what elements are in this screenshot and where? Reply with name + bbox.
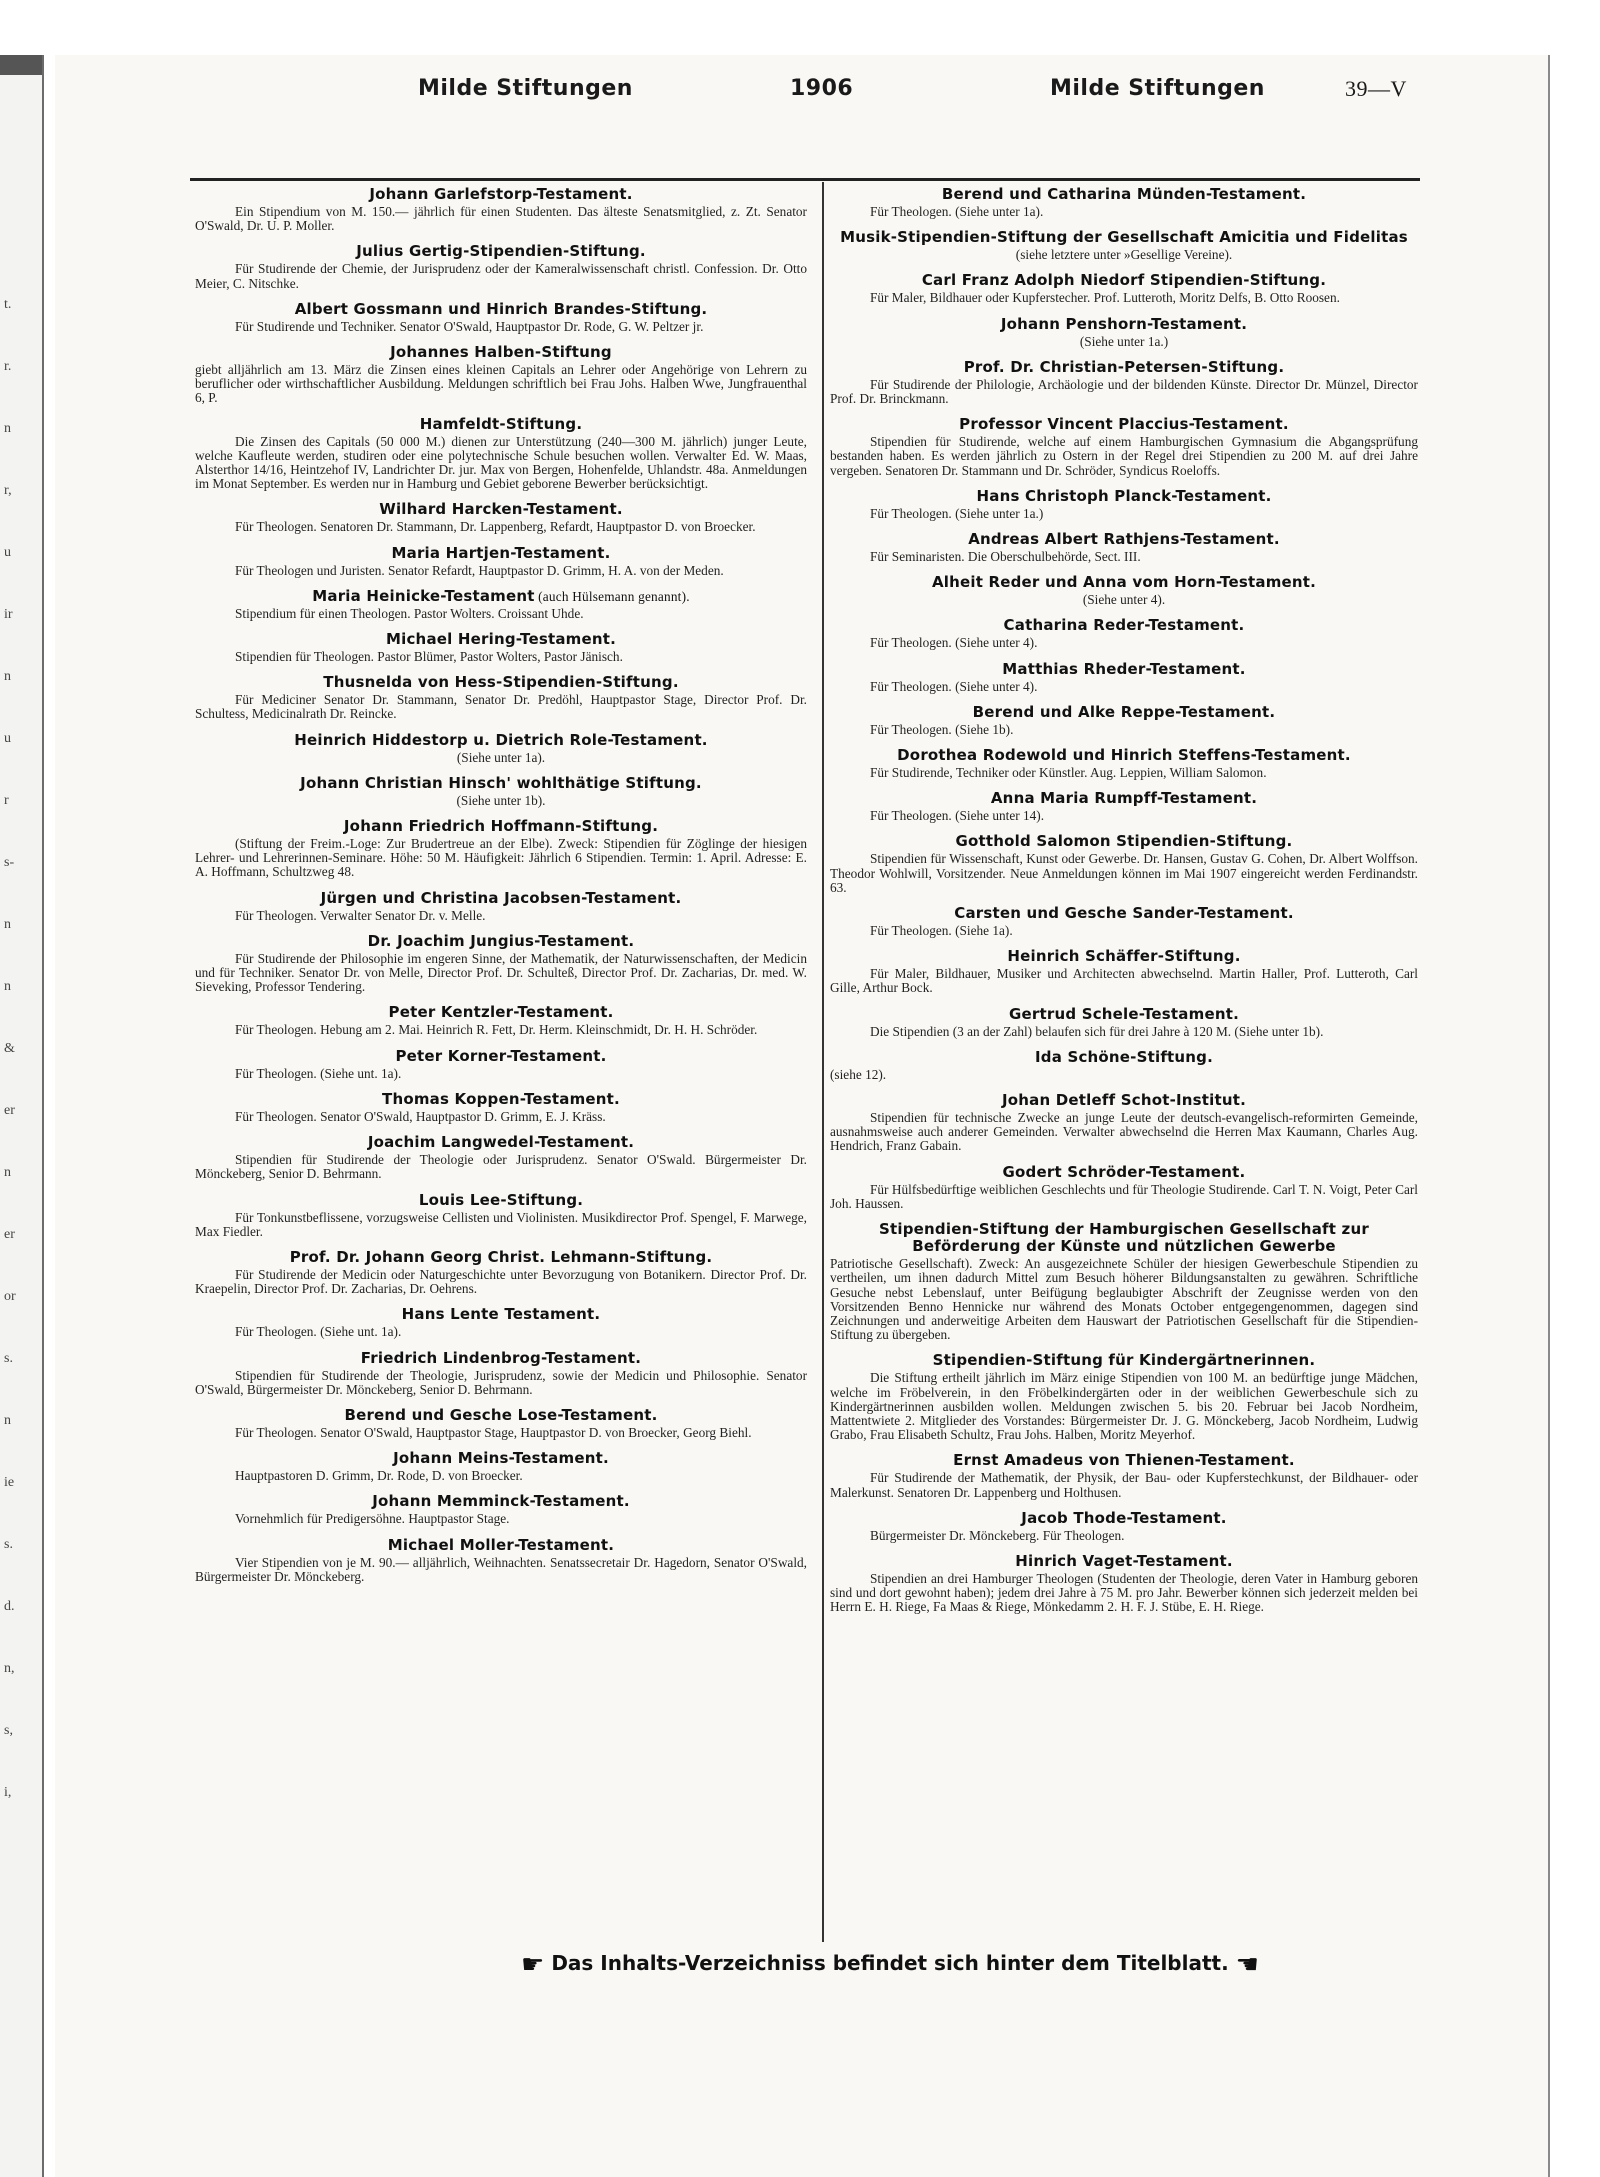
entry-title-text: Ida Schöne-Stiftung. <box>1034 1047 1214 1066</box>
entry-title-text: Maria Heinicke-Testament <box>312 586 535 605</box>
entry-text: Stipendien für Studirende der Theologie oder Jurisprudenz. Senator O'Swald. Bürgermeister Dr. Mönckeberg, Senior D. Behrmann. <box>195 1152 807 1182</box>
entry-title-text: Heinrich Schäffer-Stiftung. <box>1007 947 1241 966</box>
entry-title-text: Stipendien-Stiftung für Kindergärtnerinnen. <box>932 1351 1316 1370</box>
entry-title-suffix: (auch Hülsemann genannt). <box>534 588 690 604</box>
entry-title-text: Maria Hartjen-Testament. <box>391 543 611 562</box>
entry-title <box>830 186 1418 203</box>
scan-left-border <box>0 55 44 2177</box>
entry-title-text: Heinrich Hiddestorp u. Dietrich Role-Testament. <box>294 730 708 749</box>
foundation-entry <box>830 1049 1418 1082</box>
foundation-entry <box>830 747 1418 780</box>
foundation-entry <box>830 617 1418 650</box>
entry-text: Für Theologen. (Siehe unt. 1a). <box>235 1324 402 1340</box>
entry-title <box>830 833 1418 850</box>
entry-text: (Siehe unter 1a.) <box>1079 333 1169 349</box>
neighbor-fragment: u <box>4 731 11 746</box>
entry-title <box>195 588 807 605</box>
entry-title <box>830 1221 1418 1255</box>
foundation-entry <box>830 531 1418 564</box>
foundation-entry <box>830 1092 1418 1154</box>
entry-text: Stipendien an drei Hamburger Theologen (Studenten der Theologie, deren Vater in Hamburg geboren sind und dort gewohnt haben); jedem drei Jahre à 75 M. pro Jahr. Bewerber können sich jederzeit melden bei Herrn E. H. Riege, Fa Maas & Riege, Mönkedamm 2. H. F. J. Stübe, E. H. Riege. <box>830 1570 1418 1615</box>
pointing-hand-left-icon: ☚ <box>1235 1950 1259 1980</box>
foundation-entry <box>830 272 1418 305</box>
entry-title <box>195 1048 807 1065</box>
entry-text: Für Maler, Bildhauer oder Kupferstecher. Prof. Lutteroth, Moritz Delfs, B. Otto Roosen. <box>870 290 1340 306</box>
entry-title <box>195 1450 807 1467</box>
entry-title <box>830 948 1418 965</box>
foundation-entry <box>195 1537 807 1584</box>
entry-title <box>830 488 1418 505</box>
entry-text: Für Theologen. (Siehe unter 4). <box>870 678 1038 694</box>
foundation-entry <box>830 948 1418 995</box>
entry-title <box>195 933 807 950</box>
header-right-title: Milde Stiftungen <box>1050 76 1265 101</box>
entry-title-text: Thomas Koppen-Testament. <box>382 1089 620 1108</box>
neighbor-fragment: er <box>4 1103 15 1118</box>
entry-text: Bürgermeister Dr. Mönckeberg. Für Theologen. <box>870 1527 1125 1543</box>
entry-title-text: Wilhard Harcken-Testament. <box>379 500 623 519</box>
neighbor-fragment: n <box>4 979 11 994</box>
entry-title-text: Joachim Langwedel-Testament. <box>367 1133 635 1152</box>
foundation-entry <box>830 229 1418 262</box>
entry-text: giebt alljährlich am 13. März die Zinsen eines kleinen Capitals an Lehrer oder Angehörige von Lehrern zu beruflicher oder wirthschaftlicher Ausbildung. Meldungen schriftlich bei Frau Johs. Halben Wwe, Jungfrauenthal 6, P. <box>195 362 807 406</box>
entry-title-text: Dr. Joachim Jungius-Testament. <box>367 931 635 950</box>
entry-title-text: Peter Kentzler-Testament. <box>388 1003 614 1022</box>
foundation-entry <box>195 674 807 721</box>
entry-text: Für Studirende der Chemie, der Jurisprudenz oder der Kameralwissenschaft christl. Confession. Dr. Otto Meier, C. Nitschke. <box>195 261 807 291</box>
entry-title <box>830 229 1418 246</box>
entry-text: Vornehmlich für Predigersöhne. Hauptpastor Stage. <box>235 1511 510 1527</box>
entry-title <box>195 732 807 749</box>
entry-title <box>830 1006 1418 1023</box>
neighbor-fragment: t. <box>4 297 12 312</box>
foundation-entry <box>195 1249 807 1296</box>
foundation-entry <box>830 1510 1418 1543</box>
foundation-entry <box>195 1350 807 1397</box>
entry-title-text: Michael Hering-Testament. <box>386 630 616 649</box>
neighbor-fragment: n, <box>4 1661 15 1676</box>
entry-title <box>195 1306 807 1323</box>
entry-title-text: Hinrich Vaget-Testament. <box>1015 1551 1233 1570</box>
entry-title <box>195 501 807 518</box>
entry-title-text: Johann Memminck-Testament. <box>372 1492 630 1511</box>
neighbor-fragment: s. <box>4 1351 13 1366</box>
entry-title-text: Johannes Halben-Stiftung <box>390 343 612 362</box>
left-column <box>195 186 807 1594</box>
footer-note <box>440 1950 1340 1980</box>
entry-title-text: Thusnelda von Hess-Stipendien-Stiftung. <box>323 673 679 692</box>
entry-title-text: Johann Meins-Testament. <box>393 1449 609 1468</box>
entry-title-text: Hamfeldt-Stiftung. <box>419 414 583 433</box>
foundation-entry <box>195 732 807 765</box>
entry-title <box>195 1407 807 1424</box>
foundation-entry <box>195 501 807 534</box>
entry-text: (Stiftung der Freim.-Loge: Zur Brudertreue an der Elbe). Zweck: Stipendien für Zöglinge der hiesigen Lehrer- und Lehrerinnen-Seminare. Höhe: 50 M. Häufigkeit: Jährlich 6 Stipendien. Termin: 1. April. Adresse: E. A. Hoffmann, Schultzweg 48. <box>195 836 807 880</box>
neighbor-fragment: r, <box>4 483 12 498</box>
entry-text: Für Studirende und Techniker. Senator O'Swald, Hauptpastor Dr. Rode, G. W. Peltzer jr. <box>235 318 704 334</box>
foundation-entry <box>830 1221 1418 1342</box>
entry-text: Ein Stipendium von M. 150.— jährlich für einen Studenten. Das älteste Senatsmitglied, z. Zt. Senator O'Swald, Dr. U. P. Moller. <box>195 204 807 234</box>
foundation-entry <box>830 833 1418 895</box>
entry-title-text: Johann Penshorn-Testament. <box>1000 314 1248 333</box>
entry-title-text: Carl Franz Adolph Niedorf Stipendien-Stiftung. <box>921 271 1327 290</box>
foundation-entry <box>195 631 807 664</box>
foundation-entry <box>830 661 1418 694</box>
entry-title <box>830 661 1418 678</box>
entry-text: Hauptpastoren D. Grimm, Dr. Rode, D. von Broecker. <box>235 1468 523 1484</box>
neighbor-fragment: r. <box>4 359 12 374</box>
entry-text: Für Theologen. (Siehe 1b). <box>870 721 1014 737</box>
entry-title <box>830 359 1418 376</box>
neighbor-fragment: n <box>4 421 11 436</box>
foundation-entry <box>195 933 807 995</box>
entry-title <box>830 1352 1418 1369</box>
entry-title-text: Berend und Catharina Münden-Testament. <box>941 185 1307 203</box>
foundation-entry <box>195 416 807 492</box>
page-number: 39—V <box>1345 76 1407 101</box>
entry-title <box>195 1493 807 1510</box>
foundation-entry <box>830 704 1418 737</box>
entry-title-text: Godert Schröder-Testament. <box>1002 1162 1246 1181</box>
foundation-entry <box>830 1553 1418 1615</box>
foundation-entry <box>195 1091 807 1124</box>
foundation-entry <box>195 344 807 406</box>
neighbor-fragment: i, <box>4 1785 12 1800</box>
entry-title-text: Alheit Reder und Anna vom Horn-Testament. <box>931 573 1317 592</box>
entry-title <box>830 1164 1418 1181</box>
entry-text: Die Stiftung ertheilt jährlich im März einige Stipendien von 100 M. an bedürftige junge Mädchen, welche im Fröbelverein, in den Fröbelkindergärten oder in der weiblichen Gewerbeschule sich zu Kindergärtnerinnen ausbilden wollen. Meldungen zwischen 5. bis 20. Februar bei Jacob Nordheim, Mattentwiete 2. Mitglieder des Vorstandes: Bürgermeister Dr. J. G. Mönckeberg, Jacob Nordheim, Ludwig Grabo, Frau Elisabeth Schultz, Frau Johs. Halben, Moritz Meyerhof. <box>830 1370 1418 1443</box>
entry-text: Für Mediciner Senator Dr. Stammann, Senator Dr. Predöhl, Hauptpastor Stage, Director Prof. Dr. Schultess, Medicinalrath Dr. Reincke. <box>195 692 807 722</box>
neighbor-fragment: ie <box>4 1475 15 1490</box>
entry-title-text: Johann Garlefstorp-Testament. <box>369 185 633 203</box>
entry-text: Für Seminaristen. Die Oberschulbehörde, Sect. III. <box>870 549 1141 565</box>
foundation-entry <box>195 1048 807 1081</box>
foundation-entry <box>195 301 807 334</box>
entry-title <box>195 1350 807 1367</box>
entry-title <box>195 416 807 433</box>
entry-text: Stipendien für Theologen. Pastor Blümer, Pastor Wolters, Pastor Jänisch. <box>235 649 623 665</box>
entry-title <box>195 631 807 648</box>
entry-text: Für Studirende der Mathematik, der Physik, der Bau- oder Kupferstechkunst, der Bildhauer- oder Malerkunst. Senatoren Dr. Lappenberg und Holthusen. <box>830 1470 1418 1500</box>
entry-text: Für Studirende der Philologie, Archäologie und der bildenden Künste. Director Dr. Münzel, Director Prof. Dr. Brinckmann. <box>830 376 1418 407</box>
foundation-entry <box>830 1164 1418 1211</box>
entry-text: Für Theologen. Senator O'Swald, Hauptpastor Stage, Hauptpastor D. von Broecker, Georg Biehl. <box>235 1424 752 1440</box>
entry-title-text: Julius Gertig-Stipendien-Stiftung. <box>356 242 646 261</box>
entry-title-text: Michael Moller-Testament. <box>387 1535 615 1554</box>
entry-text: (Siehe unter 1a). <box>456 749 546 765</box>
entry-text: Für Theologen. Verwalter Senator Dr. v. Melle. <box>235 907 486 923</box>
entry-title <box>195 243 807 260</box>
entry-title-text: Gertrud Schele-Testament. <box>1009 1004 1239 1023</box>
foundation-entry <box>830 186 1418 219</box>
entry-title <box>830 1092 1418 1109</box>
entry-title <box>195 1537 807 1554</box>
entry-title <box>195 674 807 691</box>
entry-title <box>195 344 807 361</box>
neighbor-fragment: r <box>4 793 9 808</box>
foundation-entry <box>195 1407 807 1440</box>
entry-title <box>195 890 807 907</box>
entry-title <box>830 1553 1418 1570</box>
entry-title <box>195 1192 807 1209</box>
foundation-entry <box>830 316 1418 349</box>
entry-title <box>195 545 807 562</box>
foundation-entry <box>195 818 807 880</box>
entry-text: Die Zinsen des Capitals (50 000 M.) dienen zur Unterstützung (240—300 M. jährlich) junger Leute, welche Kaufleute werden, studiren oder eine polytechnische Schule besuchen wollen. Verwalter Ed. W. Maas, Alsterthor 14/16, Heintzehof IV, Landrichter Dr. jur. Max von Bergen, Hohenfelde, Uhlandstr. 48a. Anmeldungen im Monat September. Es werden nur in Hamburg und Gebiet geborene Bewerber berücksichtigt. <box>195 433 807 492</box>
entry-title-text: Anna Maria Rumpff-Testament. <box>990 789 1258 808</box>
entry-title <box>830 790 1418 807</box>
entry-title-text: Prof. Dr. Christian-Petersen-Stiftung. <box>963 357 1285 376</box>
foundation-entry <box>195 1493 807 1526</box>
entry-title <box>830 1049 1418 1066</box>
entry-title <box>195 1004 807 1021</box>
scan-right-border <box>1548 55 1600 2177</box>
entry-title <box>195 775 807 792</box>
header-year: 1906 <box>790 76 854 101</box>
entry-text: Vier Stipendien von je M. 90.— alljährlich, Weihnachten. Senatssecretair Dr. Hagedorn, Senator O'Swald, Bürgermeister Dr. Mönckeberg. <box>195 1554 807 1584</box>
foundation-entry <box>195 1134 807 1181</box>
entry-text: Stipendien für Wissenschaft, Kunst oder Gewerbe. Dr. Hansen, Gustav G. Cohen, Dr. Albert Wolffson. Theodor Wohlwill, Vorsitzender. Neue Anmeldungen können im Mai 1907 eingereicht werden Ferdinandstr. 63. <box>830 851 1418 895</box>
entry-text: Für Theologen. Senator O'Swald, Hauptpastor D. Grimm, E. J. Kräss. <box>235 1108 606 1124</box>
right-column <box>830 186 1418 1625</box>
neighbor-fragment: u <box>4 545 11 560</box>
entry-title-text: Friedrich Lindenbrog-Testament. <box>360 1348 642 1367</box>
entry-text: (siehe letztere unter »Gesellige Vereine). <box>1015 247 1233 263</box>
entry-title <box>195 301 807 318</box>
foundation-entry <box>830 488 1418 521</box>
entry-text: (Siehe unter 1b). <box>456 792 546 808</box>
entry-title-text: Johann Christian Hinsch' wohlthätige Stiftung. <box>300 773 702 792</box>
foundation-entry <box>830 574 1418 607</box>
foundation-entry <box>195 1306 807 1339</box>
entry-text: Für Maler, Bildhauer, Musiker und Architecten abwechselnd. Martin Haller, Prof. Lutteroth, Carl Gille, Arthur Bock. <box>830 966 1418 996</box>
header-left-title: Milde Stiftungen <box>418 76 633 101</box>
entry-title-text: Musik-Stipendien-Stiftung der Gesellschaft Amicitia und Fidelitas <box>840 228 1408 247</box>
entry-title-text: Johann Friedrich Hoffmann-Stiftung. <box>343 817 659 836</box>
entry-text: Für Theologen und Juristen. Senator Refardt, Hauptpastor D. Grimm, H. A. von der Meden. <box>235 562 724 578</box>
entry-title-text: Berend und Gesche Lose-Testament. <box>344 1405 658 1424</box>
neighbor-fragment: ir <box>4 607 13 622</box>
entry-text: Für Tonkunstbeflissene, vorzugsweise Cellisten und Violinisten. Musikdirector Prof. Spengel, F. Marwege, Max Fiedler. <box>195 1209 807 1239</box>
entry-text: Für Theologen. (Siehe unt. 1a). <box>235 1065 402 1081</box>
neighbor-fragment: d. <box>4 1599 15 1614</box>
entry-title <box>195 1249 807 1266</box>
entry-title-text: Jacob Thode-Testament. <box>1021 1508 1227 1527</box>
entry-title <box>195 186 807 203</box>
neighbor-fragment: s. <box>4 1537 13 1552</box>
entry-title <box>830 747 1418 764</box>
entry-title-text: Prof. Dr. Johann Georg Christ. Lehmann-Stiftung. <box>289 1247 713 1266</box>
foundation-entry <box>195 890 807 923</box>
entry-title-text: Gotthold Salomon Stipendien-Stiftung. <box>955 832 1293 851</box>
entry-title <box>830 704 1418 721</box>
foundation-entry <box>195 1004 807 1037</box>
entry-title <box>195 1091 807 1108</box>
entry-text: Für Theologen. Senatoren Dr. Stammann, Dr. Lappenberg, Refardt, Hauptpastor D. von Broecker. <box>235 519 756 535</box>
entry-title-text: Stipendien-Stiftung der Hamburgischen Gesellschaft zur Beförderung der Künste und nützlichen Gewerbe <box>879 1220 1369 1256</box>
foundation-entry <box>830 359 1418 406</box>
foundation-entry <box>195 1192 807 1239</box>
foundation-entry <box>830 905 1418 938</box>
foundation-entry <box>830 1352 1418 1442</box>
entry-title-text: Johan Detleff Schot-Institut. <box>1001 1091 1247 1110</box>
entry-title <box>830 416 1418 433</box>
entry-text: Für Theologen. (Siehe unter 1a). <box>870 204 1044 219</box>
foundation-entry <box>830 1452 1418 1499</box>
entry-text: Stipendium für einen Theologen. Pastor Wolters. Croissant Uhde. <box>235 605 584 621</box>
entry-title-text: Dorothea Rodewold und Hinrich Steffens-Testament. <box>897 746 1351 765</box>
footer-note-text: Das Inhalts-Verzeichniss befindet sich hinter dem Titelblatt. <box>551 1951 1229 1975</box>
entry-title-text: Louis Lee-Stiftung. <box>418 1190 584 1209</box>
entry-title <box>830 905 1418 922</box>
entry-title-text: Professor Vincent Placcius-Testament. <box>959 415 1289 434</box>
entry-text: Die Stipendien (3 an der Zahl) belaufen sich für drei Jahre à 120 M. (Siehe unter 1b). <box>870 1023 1324 1039</box>
entry-title <box>830 617 1418 634</box>
neighbor-fragment: s, <box>4 1723 13 1738</box>
foundation-entry <box>830 416 1418 478</box>
entry-title <box>830 272 1418 289</box>
foundation-entry <box>830 790 1418 823</box>
entry-text: Stipendien für Studirende der Theologie, Jurisprudenz, sowie der Medicin und Philosophie. Senator O'Swald, Bürgermeister Dr. Mönckeberg, Senior D. Behrmann. <box>195 1367 807 1397</box>
entry-text: (siehe 12). <box>830 1066 887 1082</box>
entry-title-text: Catharina Reder-Testament. <box>1003 616 1245 635</box>
entry-title-text: Hans Lente Testament. <box>401 1305 601 1324</box>
entry-text: Stipendien für Studirende, welche auf einem Hamburgischen Gymnasium die Abgangsprüfung bestanden haben. Es werden jährlich zu Ostern in der Regel drei Stipendien zu 200 M. auf drei Jahre vergeben. Senatoren Dr. Stammann und Dr. Schröder, Syndicus Roeloffs. <box>830 434 1418 478</box>
entry-title-text: Andreas Albert Rathjens-Testament. <box>968 530 1280 549</box>
foundation-entry <box>830 1006 1418 1039</box>
entry-title <box>830 574 1418 591</box>
column-divider <box>822 182 824 1942</box>
entry-title-text: Peter Korner-Testament. <box>395 1046 607 1065</box>
page-header <box>0 0 1600 190</box>
entry-text: Für Hülfsbedürftige weiblichen Geschlechts und für Theologie Studirende. Carl T. N. Voigt, Peter Carl Joh. Haussen. <box>830 1181 1418 1211</box>
entry-title-text: Matthias Rheder-Testament. <box>1002 659 1246 678</box>
entry-text: Für Studirende der Medicin oder Naturgeschichte unter Bevorzugung von Botanikern. Director Prof. Dr. Kraepelin, Director Prof. Dr. Zacharias, Dr. Oehrens. <box>195 1266 807 1297</box>
pointing-hand-right-icon: ☛ <box>521 1950 545 1980</box>
entry-title <box>830 1510 1418 1527</box>
entry-text: Für Theologen. (Siehe unter 14). <box>870 808 1045 824</box>
neighbor-fragment: s- <box>4 855 15 870</box>
entry-title <box>830 316 1418 333</box>
foundation-entry <box>195 186 807 233</box>
neighbor-fragment: n <box>4 1165 11 1180</box>
entry-title-text: Hans Christoph Planck-Testament. <box>976 486 1272 505</box>
neighbor-fragment: or <box>4 1289 16 1304</box>
neighbor-fragment: n <box>4 669 11 684</box>
entry-text: Für Theologen. (Siehe 1a). <box>870 923 1013 939</box>
entry-text: Patriotische Gesellschaft). Zweck: An ausgezeichnete Schüler der hiesigen Gewerbeschule Stipendien zu vertheilen, um ihnen dadurch Mittel zum Besuch höherer Bildungsanstalten zu gewähren. Schriftliche Gesuche nebst Lebenslauf, unter Beifügung beglaubigter Abschrift der Zeugnisse werden von den Vorsitzenden Benno Hennicke nur während des Monats October entgegengenommen, dagegen sind Zeichnungen und anderweitige Arbeiten dem Hauswart der Patriotischen Gesellschaft für die Stipendien-Stiftung zu übergeben. <box>830 1256 1418 1343</box>
neighbor-fragment: n <box>4 917 11 932</box>
entry-title-text: Jürgen und Christina Jacobsen-Testament. <box>320 888 682 907</box>
foundation-entry <box>195 545 807 578</box>
neighbor-fragment: er <box>4 1227 15 1242</box>
entry-title <box>830 531 1418 548</box>
entry-text: Für Studirende, Techniker oder Künstler. Aug. Leppien, William Salomon. <box>870 765 1267 781</box>
neighbor-fragment: & <box>4 1041 15 1056</box>
entry-text: Für Theologen. (Siehe unter 1a.) <box>870 505 1044 521</box>
foundation-entry <box>195 1450 807 1483</box>
entry-text: Für Studirende der Philosophie im engeren Sinne, der Mathematik, der Naturwissenschaften, der Medicin und für Techniker. Senator Dr. von Melle, Director Prof. Dr. Schulteß, Director Prof. Dr. Zacharias, Dr. med. W. Sieveking, Professor Tendering. <box>195 950 807 995</box>
entry-title <box>830 1452 1418 1469</box>
entry-title <box>195 818 807 835</box>
entry-title <box>195 1134 807 1151</box>
header-rule <box>190 178 1420 181</box>
entry-title-text: Albert Gossmann und Hinrich Brandes-Stiftung. <box>294 299 708 318</box>
foundation-entry <box>195 775 807 808</box>
entry-text: Für Theologen. (Siehe unter 4). <box>870 635 1038 651</box>
foundation-entry <box>195 588 807 621</box>
entry-title-text: Ernst Amadeus von Thienen-Testament. <box>953 1451 1295 1470</box>
entry-text: Für Theologen. Hebung am 2. Mai. Heinrich R. Fett, Dr. Herm. Kleinschmidt, Dr. H. H. Schröder. <box>235 1022 758 1038</box>
entry-title-text: Carsten und Gesche Sander-Testament. <box>954 904 1294 923</box>
entry-text: (Siehe unter 4). <box>1082 592 1166 608</box>
neighbor-fragment: n <box>4 1413 11 1428</box>
entry-title-text: Berend und Alke Reppe-Testament. <box>972 702 1276 721</box>
foundation-entry <box>195 243 807 290</box>
entry-text: Stipendien für technische Zwecke an junge Leute der deutsch-evangelisch-reformirten Gemeinde, ausnahmsweise auch anderer Gemeinden. Verwalter abwechselnd die Herren Max Kaumann, Charles Aug. Hendrich, Franz Gabain. <box>830 1110 1418 1154</box>
